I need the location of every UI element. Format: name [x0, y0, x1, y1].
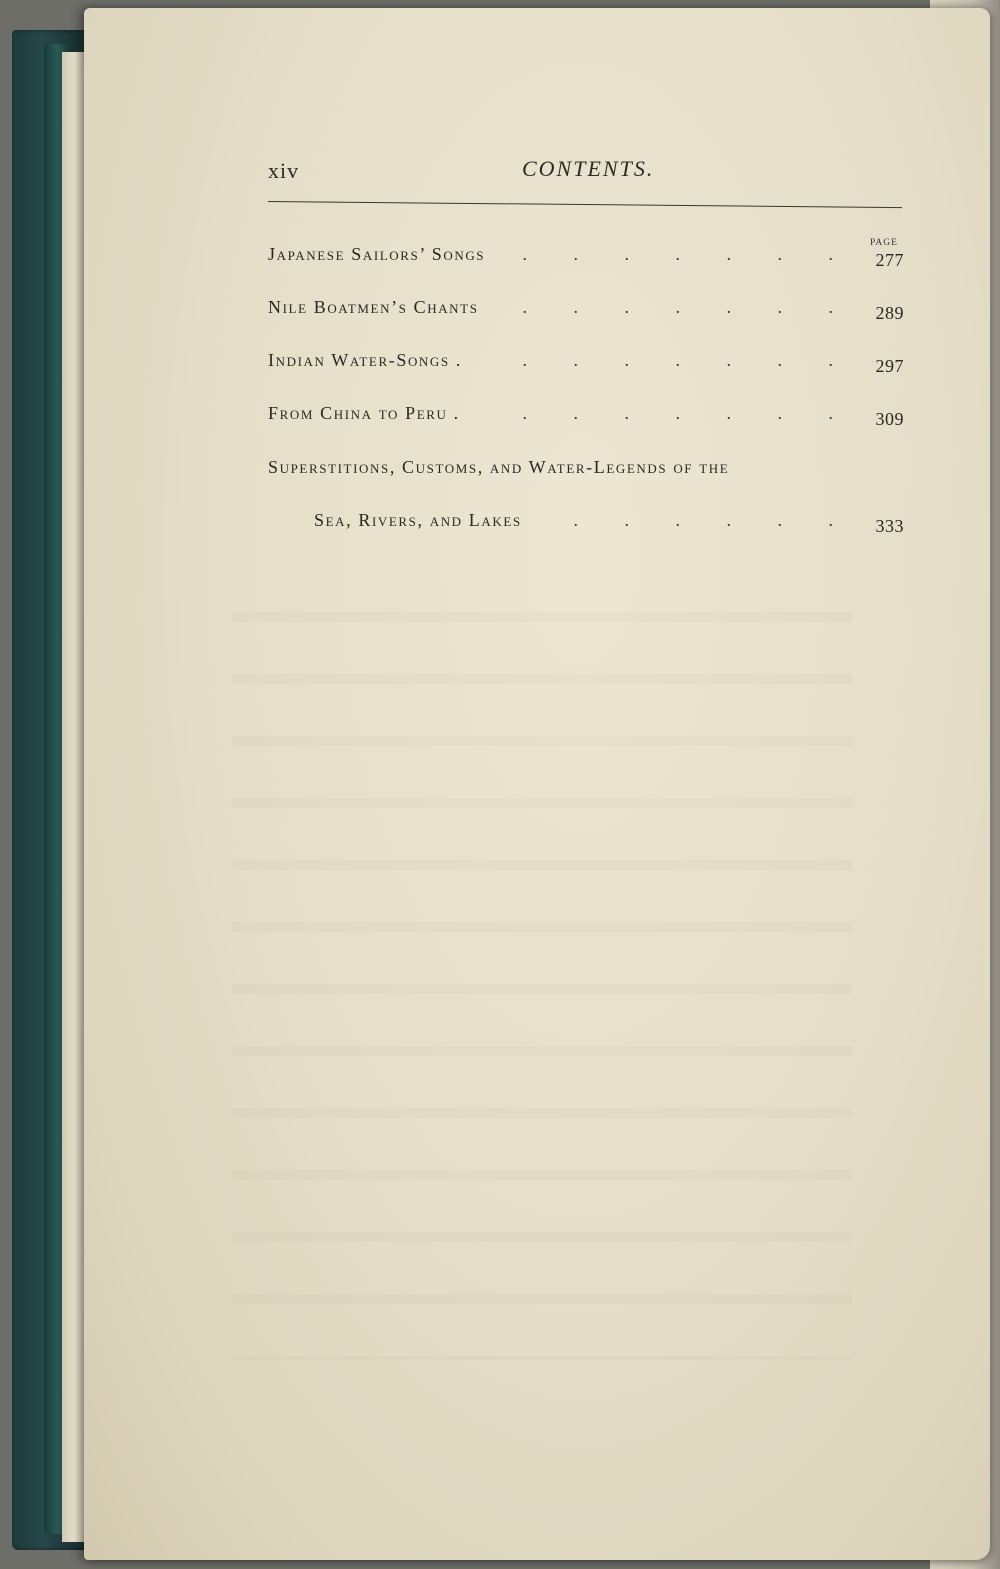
- contents-entry-japanese-sailors-songs: [268, 244, 904, 274]
- entry-title: Superstitions, Customs, and Water-Legends of the: [268, 457, 730, 477]
- page-column-label: PAGE: [870, 238, 898, 248]
- entry-page-number: 309: [875, 409, 904, 429]
- dot-leader: . . . . . .: [573, 510, 854, 530]
- page-number-folio: xiv: [268, 158, 300, 183]
- contents-entry-nile-boatmens-chants: [268, 297, 904, 327]
- contents-entry-superstitions-line-2: [268, 510, 904, 540]
- contents-entry-indian-water-songs: [268, 350, 904, 380]
- entry-title: Nile Boatmen’s Chants: [268, 297, 479, 317]
- entry-page-number: 333: [875, 516, 904, 536]
- dot-leader: . . . . . . .: [522, 350, 854, 370]
- dot-leader: . . . . . . .: [522, 244, 854, 264]
- book-page: [84, 8, 990, 1560]
- entry-page-number: 277: [875, 250, 904, 270]
- contents-entry-superstitions-line-1: [268, 457, 904, 487]
- entry-title: From China to Peru .: [268, 403, 460, 423]
- entry-page-number: 289: [875, 303, 904, 323]
- entry-page-number: 297: [875, 356, 904, 376]
- dot-leader: . . . . . . .: [522, 403, 854, 423]
- contents-entry-from-china-to-peru: [268, 403, 904, 433]
- running-title: CONTENTS.: [522, 156, 655, 181]
- entry-title: Sea, Rivers, and Lakes: [314, 510, 522, 530]
- entry-title: Japanese Sailors’ Songs: [268, 244, 486, 264]
- dot-leader: . . . . . . .: [522, 297, 854, 317]
- entry-title: Indian Water-Songs .: [268, 350, 462, 370]
